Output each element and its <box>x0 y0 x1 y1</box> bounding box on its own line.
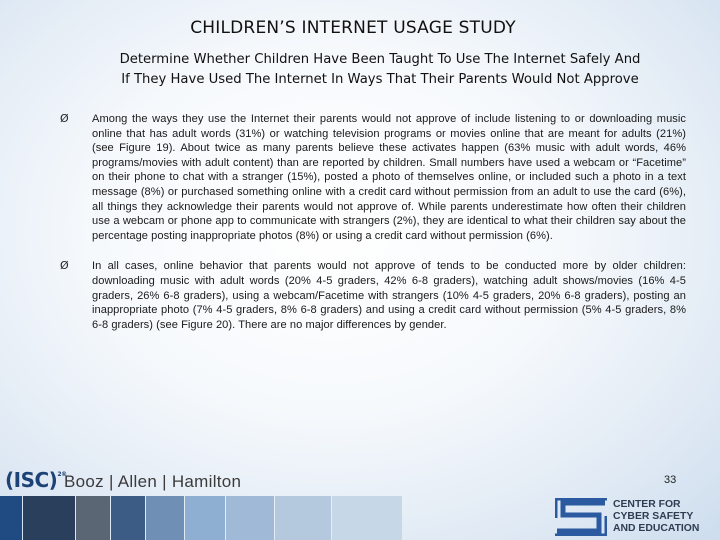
csse-logo-icon <box>555 498 607 536</box>
strip-block <box>0 496 22 540</box>
strip-block <box>23 496 75 540</box>
color-strip <box>0 496 403 540</box>
slide-title: CHILDREN’S INTERNET USAGE STUDY <box>190 18 516 38</box>
page-number: 33 <box>664 474 677 486</box>
strip-block <box>146 496 184 540</box>
bullet-list <box>60 112 686 348</box>
bullet-item <box>60 259 686 332</box>
bullet-item <box>60 112 686 243</box>
isc2-logo <box>5 468 67 492</box>
strip-block <box>226 496 274 540</box>
strip-block <box>275 496 331 540</box>
bullet-text: In all cases, online behavior that parents would not approve of tends to be conducted more by older children: downloading music with adult words (20% 4-5 graders, 42% 6-8 graders), watching adult shows/movies (16% 4-5 graders, 26% 6-8 graders), using a webcam/Facetime with strangers (10% 4-5 graders, 20% 6-8 graders), posting an inappropriate photo (7% 4-5 graders, 8% 6-8 graders) and using a credit card without permission (5% 4-5 graders, 8% 6-8 graders) (see Figure 20). There are no major differences by gender. <box>92 260 686 331</box>
bullet-text: Among the ways they use the Internet their parents would not approve of include listening to or downloading music online that has adult words (31%) or watching television programs or movies online that are meant for adults (21%) (see Figure 19). About twice as many parents believe these activates happen (63% music with adult words, 46% programs/movies with adult content) than are reported by children. Small numbers have used a webcam or “Facetime” on their phone to chat with a stranger (15%), posted a photo of themselves online, or included such a photo in a text message (8%) or purchased something online with a credit card without permission from an adult to use the card (6%), all things they acknowledge their parents would not approve of. While parents underestimate how often their children use a webcam or phone app to communicate with strangers (2%), they are identical to what their children say about the percentage posting inappropriate photos (8%) or using a credit card without permission (6%). <box>92 113 686 242</box>
booz-allen-hamilton-logo: Booz | Allen | Hamilton <box>64 472 242 491</box>
strip-block <box>332 496 402 540</box>
slide-subtitle <box>80 50 680 90</box>
strip-block <box>185 496 225 540</box>
strip-block <box>111 496 145 540</box>
strip-block <box>76 496 110 540</box>
subtitle-line-1: Determine Whether Children Have Been Taught To Use The Internet Safely And <box>119 52 641 67</box>
csse-line-1: CENTER FOR <box>613 499 681 510</box>
arrow-bullet-icon: Ø <box>60 112 69 125</box>
arrow-bullet-icon: Ø <box>60 259 69 273</box>
csse-logo-text <box>613 499 699 536</box>
isc2-logo-sup: 2® <box>57 471 67 478</box>
csse-line-2: CYBER SAFETY <box>613 511 694 523</box>
isc2-logo-text: (ISC) <box>5 468 58 492</box>
csse-line-3: AND EDUCATION <box>613 523 700 535</box>
subtitle-line-2: If They Have Used The Internet In Ways That Their Parents Would Not Approve <box>121 72 639 87</box>
